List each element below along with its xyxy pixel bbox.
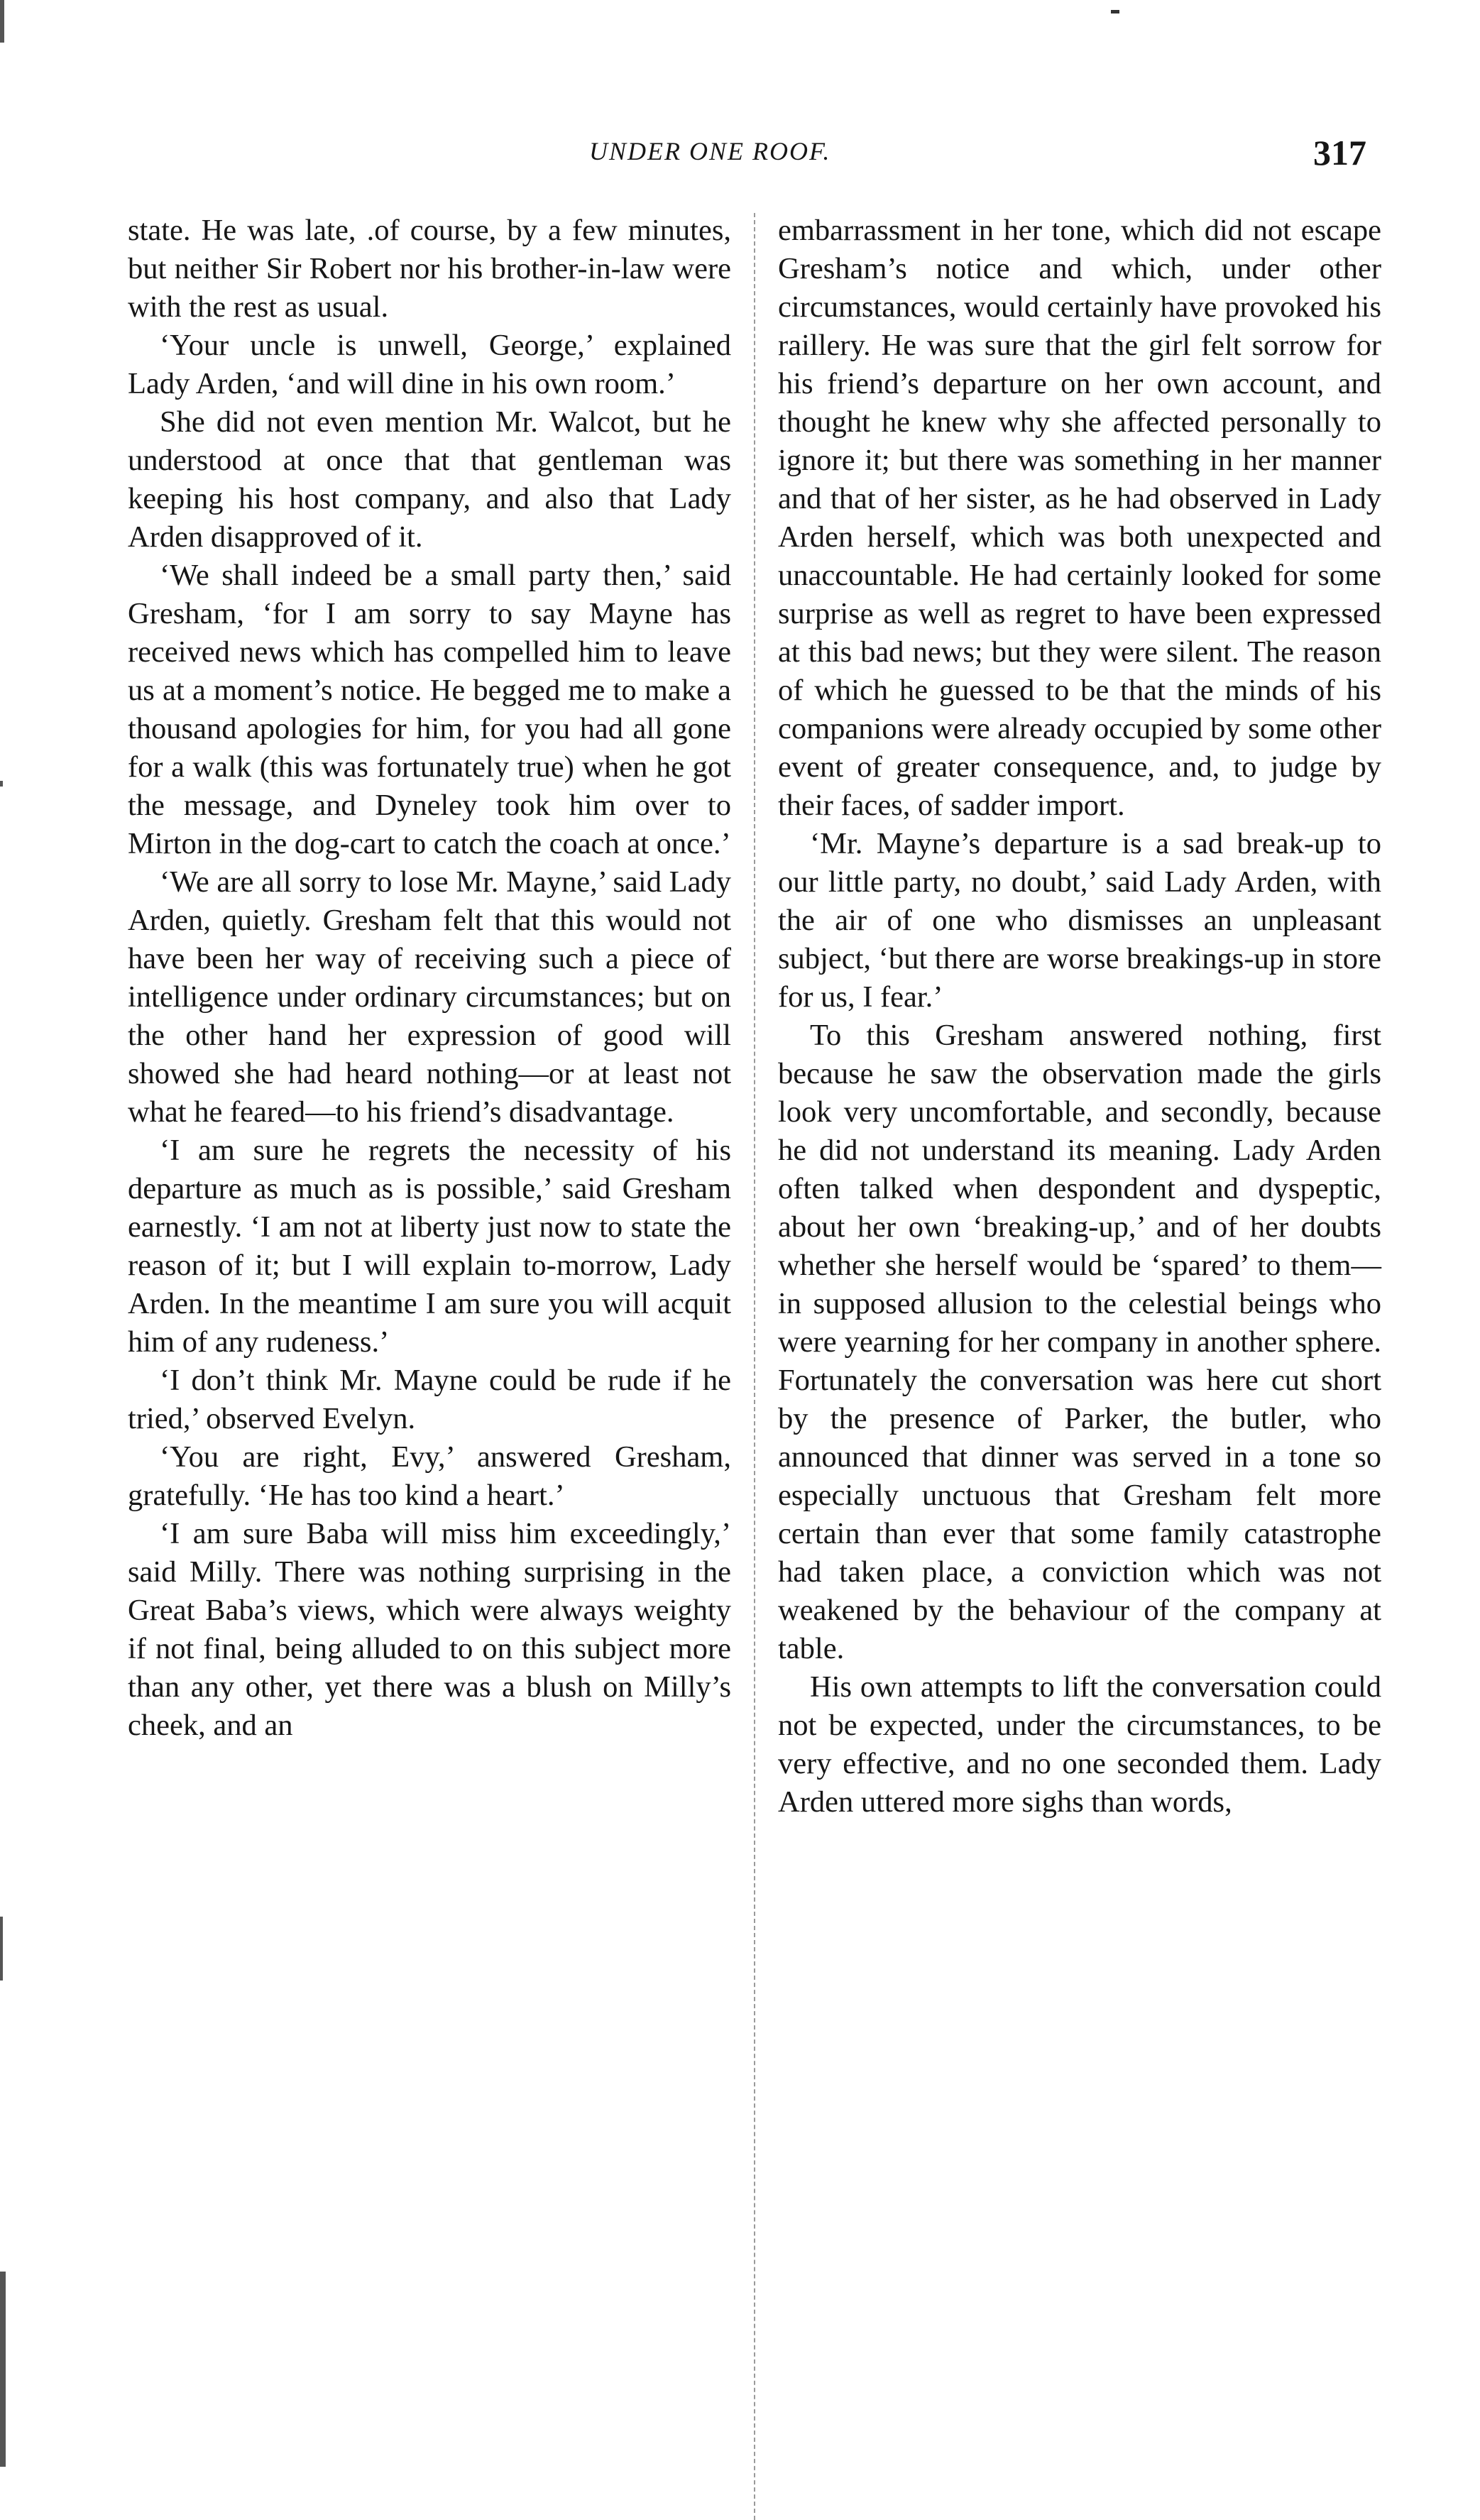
paragraph: ‘I am sure he regrets the necessity of his departure as much as is possible,’ said Gresham earnestly. ‘I am not at liberty just now to state the reason of it; but I will explain to-morrow, Lady Arden. In the meantime I am sure you will acquit him of any rudeness.’ xyxy=(128,1134,731,1359)
paragraph: ‘We are all sorry to lose Mr. Mayne,’ said Lady Arden, quietly. Gresham felt that this would not have been her way of receiving such a piece of intelligence under ordinary circumstances; but on the other hand her expression of good will showed she had heard nothing—or at least not what he feared—to his friend’s disadvantage. xyxy=(128,865,731,1129)
paragraph: ‘You are right, Evy,’ answered Gresham, gratefully. ‘He has too kind a heart.’ xyxy=(128,1440,731,1512)
paragraph: ‘I don’t think Mr. Mayne could be rude if he tried,’ observed Evelyn. xyxy=(128,1364,731,1435)
binding-shadow-mark xyxy=(0,781,3,787)
paragraph: state. He was late, .of course, by a few minutes, but neither Sir Robert nor his brother-in-law were with the rest as usual. xyxy=(128,214,731,324)
paragraph: ‘I am sure Baba will miss him exceedingly,’ said Milly. There was nothing surprising in the Great Baba’s views, which were always weighty if not final, being alluded to on this subject more than any other, yet there was a blush on Milly’s cheek, and an xyxy=(128,1517,731,1742)
paragraph: ‘Your uncle is unwell, George,’ explained Lady Arden, ‘and will dine in his own room.’ xyxy=(128,329,731,400)
paragraph: embarrassment in her tone, which did not escape Gresham’s notice and which, under other circumstances, would certainly have provoked his raillery. He was sure that the girl felt sorrow for his friend’s departure on her own account, and thought he knew why she affected personally to ignore it; but there was something in her manner and that of her sister, as he had observed in Lady Arden herself, which was both unexpected and unaccountable. He had certainly looked for some surprise as well as regret to have been expressed at this bad news; but they were silent. The reason of which he guessed to be that the minds of his companions were already occupied by some other event of greater consequence, and, to judge by their faces, of sadder import. xyxy=(778,214,1381,822)
running-title: UNDER ONE ROOF. xyxy=(589,137,831,165)
paragraph: She did not even mention Mr. Walcot, but he understood at once that that gentleman was keeping his host company, and also that Lady Arden disapproved of it. xyxy=(128,405,731,554)
print-speck xyxy=(1111,10,1119,13)
paragraph: His own attempts to lift the conversation could not be expected, under the circumstances, to be very effective, and no one seconded them. Lady Arden uttered more sighs than words, xyxy=(778,1670,1381,1819)
paragraph: ‘Mr. Mayne’s departure is a sad break-up to our little party, no doubt,’ said Lady Arden, with the air of one who dismisses an unpleasant subject, ‘but there are worse breakings-up in store for us, I fear.’ xyxy=(778,827,1381,1014)
binding-shadow-mark xyxy=(0,1917,3,1981)
page-header xyxy=(128,133,1366,179)
paragraph: To this Gresham answered nothing, first because he saw the observation made the girls look very uncomfortable, and secondly, because he did not understand its meaning. Lady Arden often talked when despondent and dyspeptic, about her own ‘breaking-up,’ and of her doubts whether she herself would be ‘spared’ to them—in supposed allusion to the celestial beings who were yearning for her company in another sphere. Fortunately the conversation was here cut short by the presence of Parker, the butler, who announced that dinner was served in a tone so especially unctuous that Gresham felt more certain than ever that some family catastrophe had taken place, a conviction which was not weakened by the behaviour of the company at table. xyxy=(778,1019,1381,1665)
binding-shadow-bottom xyxy=(0,2272,6,2467)
right-text-column xyxy=(778,212,1381,1821)
paragraph: ‘We shall indeed be a small party then,’ said Gresham, ‘for I am sorry to say Mayne has received news which has compelled him to leave us at a moment’s notice. He begged me to make a thousand apologies for him, for you had all gone for a walk (this was fortunately true) when he got the message, and Dyneley took him over to Mirton in the dog-cart to catch the coach at once.’ xyxy=(128,559,731,860)
column-divider xyxy=(754,213,755,2520)
binding-shadow-top xyxy=(0,0,4,43)
left-text-column xyxy=(128,212,731,1745)
page-number: 317 xyxy=(1313,133,1366,172)
